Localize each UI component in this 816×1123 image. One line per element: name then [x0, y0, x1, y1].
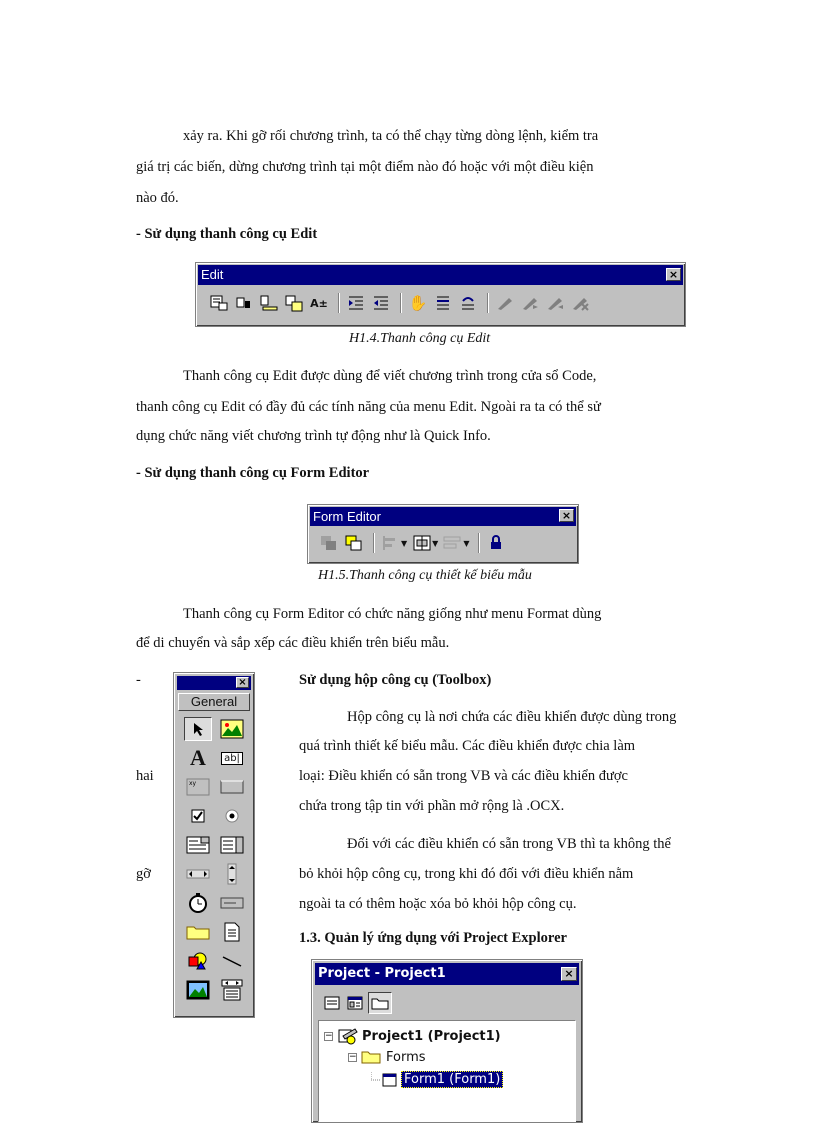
checkbox-icon[interactable] — [184, 804, 212, 828]
textbox-icon[interactable] — [218, 746, 246, 770]
toggle-bookmark-icon[interactable] — [494, 293, 516, 313]
close-icon[interactable]: × — [561, 967, 577, 981]
collapse-icon[interactable]: − — [325, 1030, 333, 1041]
clear-bookmarks-icon[interactable] — [569, 293, 591, 313]
parameter-info-icon[interactable] — [283, 293, 305, 313]
close-icon[interactable]: × — [666, 268, 681, 281]
toggle-folders-icon[interactable] — [368, 992, 392, 1014]
label-icon[interactable] — [184, 746, 212, 770]
view-code-icon[interactable] — [322, 993, 342, 1013]
toolbox-titlebar — [177, 676, 251, 690]
svg-text:xy: xy — [189, 780, 197, 787]
combobox-icon[interactable] — [184, 833, 212, 857]
chevron-down-icon[interactable]: ▼ — [463, 538, 470, 548]
tree-row-project[interactable] — [324, 1027, 501, 1045]
vscrollbar-icon[interactable] — [218, 862, 246, 886]
toolbox-p1-line-4: chứa trong tập tin với phần mở rộng là .OCX. — [299, 798, 565, 814]
image-icon[interactable] — [184, 978, 212, 1002]
toolbox-general-tab[interactable]: General — [178, 693, 250, 711]
outdent-icon[interactable] — [370, 293, 392, 313]
edit-paragraph-line-2: thanh công cụ Edit có đầy đủ các tính năng của menu Edit. Ngoài ra ta có thể sử — [136, 399, 601, 415]
toolbox-p2-line-1: Đối với các điều khiển có sẵn trong VB thì ta không thể — [347, 836, 671, 852]
quick-info-icon[interactable] — [258, 293, 280, 313]
project-explorer-window — [311, 959, 583, 1123]
project-explorer-heading: 1.3. Quản lý ứng dụng với Project Explorer — [299, 930, 567, 946]
form-editor-heading: - Sử dụng thanh công cụ Form Editor — [136, 465, 370, 481]
edit-toolbar-caption: H1.4.Thanh công cụ Edit — [349, 331, 491, 346]
filelistbox-icon[interactable] — [218, 920, 246, 944]
hscrollbar-icon[interactable] — [184, 862, 212, 886]
next-bookmark-icon[interactable] — [519, 293, 541, 313]
picturebox-icon[interactable] — [218, 717, 246, 741]
toolbox-p1-line-1: Hộp công cụ là nơi chứa các điều khiển được dùng trong — [347, 709, 677, 725]
form-paragraph-line-1: Thanh công cụ Form Editor có chức năng giống như menu Format dùng — [183, 606, 602, 622]
form-icon — [371, 1072, 399, 1088]
indent-icon[interactable] — [345, 293, 367, 313]
edit-toolbar-title: Edit — [201, 267, 224, 282]
align-icon[interactable] — [380, 533, 402, 553]
chevron-down-icon[interactable]: ▼ — [401, 538, 408, 548]
pointer-icon[interactable] — [184, 717, 212, 741]
collapse-icon[interactable]: − — [349, 1051, 357, 1062]
edit-toolbar-buttons — [208, 293, 594, 313]
timer-icon[interactable] — [184, 891, 212, 915]
uncomment-block-icon[interactable] — [457, 293, 479, 313]
toggle-breakpoint-icon[interactable]: ✋ — [408, 295, 428, 312]
toolbox-p1-hai: hai — [136, 768, 154, 784]
bring-to-front-icon[interactable] — [318, 533, 340, 553]
tree-row-form1[interactable] — [371, 1071, 503, 1088]
center-in-form-icon[interactable] — [411, 533, 433, 553]
list-properties-icon[interactable] — [208, 293, 230, 313]
form-editor-buttons — [318, 533, 510, 553]
label-glyph: A — [190, 745, 206, 770]
edit-paragraph-line-3: dụng chức năng viết chương trình tự động như là Quick Info. — [136, 428, 491, 444]
command-button-icon[interactable] — [218, 775, 246, 799]
make-same-size-icon[interactable] — [442, 533, 464, 553]
option-button-icon[interactable] — [218, 804, 246, 828]
data-control-icon[interactable] — [218, 978, 246, 1002]
edit-toolbar-titlebar — [198, 265, 683, 285]
tree-form1-label: Form1 (Form1) — [401, 1071, 503, 1088]
textbox-glyph: ab| — [221, 752, 243, 765]
intro-line-3: nào đó. — [136, 190, 179, 206]
close-icon[interactable]: × — [236, 677, 249, 688]
project-explorer-toolbar — [322, 992, 395, 1014]
toolbox-window — [173, 672, 255, 1018]
tree-project-label: Project1 (Project1) — [362, 1028, 501, 1044]
form-editor-caption: H1.5.Thanh công cụ thiết kế biểu mẫu — [318, 568, 532, 583]
lock-controls-icon[interactable] — [485, 533, 507, 553]
toolbox-p2-line-2: bỏ khỏi hộp công cụ, trong khi đó đối với điều khiển nằm — [299, 866, 634, 882]
toolbox-p1-line-3: loại: Điều khiển có sẵn trong VB và các điều khiển được — [299, 768, 628, 784]
toolbox-p1-line-2: quá trình thiết kế biểu mẫu. Các điều khiển được chia làm — [299, 738, 636, 754]
listbox-icon[interactable] — [218, 833, 246, 857]
edit-toolbar-heading: - Sử dụng thanh công cụ Edit — [136, 226, 318, 242]
project-explorer-titlebar — [315, 963, 579, 985]
form-editor-title: Form Editor — [313, 509, 381, 524]
drivelistbox-icon[interactable] — [218, 891, 246, 915]
toolbox-p2-go: gỡ — [136, 866, 151, 882]
tree-forms-label: Forms — [386, 1049, 426, 1065]
project-tree — [318, 1020, 576, 1122]
intro-line-1: xảy ra. Khi gỡ rối chương trình, ta có thể chạy từng dòng lệnh, kiểm tra — [183, 128, 599, 144]
list-constants-icon[interactable] — [233, 293, 255, 313]
chevron-down-icon[interactable]: ▼ — [432, 538, 439, 548]
line-icon[interactable] — [218, 949, 246, 973]
form-editor-titlebar — [310, 507, 576, 526]
comment-block-icon[interactable] — [432, 293, 454, 313]
toolbox-dash: - — [136, 672, 141, 688]
intro-line-2: giá trị các biến, dừng chương trình tại một điểm nào đó hoặc với một điều kiện — [136, 159, 594, 175]
edit-paragraph-line-1: Thanh công cụ Edit được dùng để viết chương trình trong cửa sổ Code, — [183, 368, 597, 384]
form-paragraph-line-2: để di chuyển và sắp xếp các điều khiển trên biểu mẫu. — [136, 635, 450, 651]
project-explorer-title: Project - Project1 — [318, 966, 446, 981]
edit-toolbar-window — [195, 262, 686, 327]
shape-icon[interactable] — [184, 949, 212, 973]
complete-word-icon[interactable]: A± — [310, 296, 328, 310]
toolbox-heading: Sử dụng hộp công cụ (Toolbox) — [299, 672, 492, 688]
previous-bookmark-icon[interactable] — [544, 293, 566, 313]
folder-icon — [361, 1049, 383, 1065]
send-to-back-icon[interactable] — [343, 533, 365, 553]
tree-row-forms[interactable] — [348, 1049, 426, 1065]
form-editor-toolbar-window — [307, 504, 579, 564]
close-icon[interactable]: × — [559, 509, 574, 522]
view-object-icon[interactable] — [345, 993, 365, 1013]
toolbox-p2-line-3: ngoài ta có thêm hoặc xóa bỏ khỏi hộp công cụ. — [299, 896, 577, 912]
dirlistbox-icon[interactable] — [184, 920, 212, 944]
project-icon — [337, 1027, 359, 1045]
frame-icon[interactable] — [184, 775, 212, 799]
